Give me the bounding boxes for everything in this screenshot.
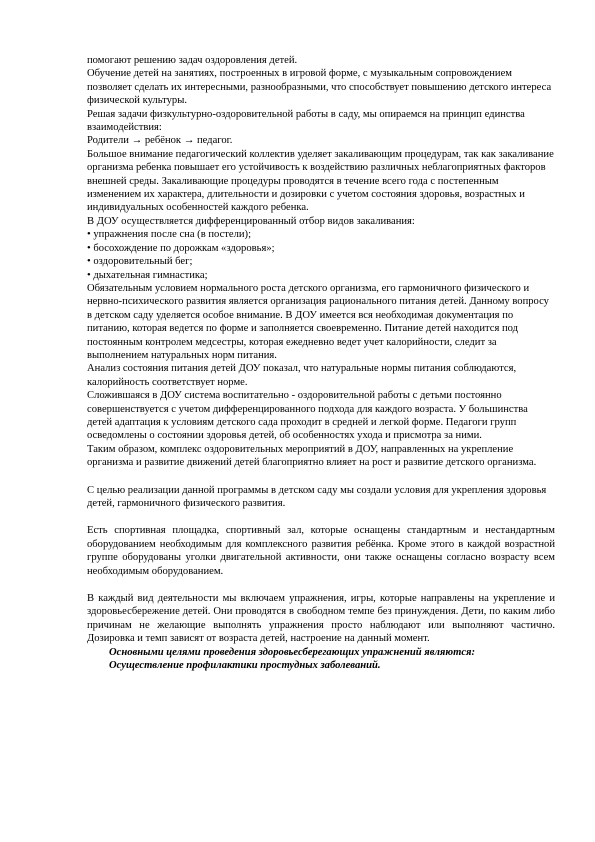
- list-item: • упражнения после сна (в постели);: [87, 229, 252, 241]
- paragraph: Обязательным условием нормального роста детского организма, его гармоничного физического и нервно-психического развития является организация рационального питания детей. Данному вопросу в детском саду уделяется особое внимание. В ДОУ имеется вся необходимая документация по питанию, которая ведется по форме и заполняется своевременно. Питание детей находится под постоянным контролем медсестры, которая ежедневно ведет учет калорийности, следит за выполнением натуральных норм питания.: [87, 282, 549, 361]
- paragraph: Есть спортивная площадка, спортивный зал, которые оснащены стандартным и нестандартным оборудованием необходимым для комплексного развития ребёнка. Кроме этого в каждой возрастной группе оборудованы уголки двигательной активности, они также оснащены согласно возрасту всем необходимым оборудованием.: [87, 525, 555, 577]
- paragraph: Решая задачи физкультурно-оздоровительной работы в саду, мы опираемся на принцип единства взаимодействия:: [87, 108, 525, 134]
- list-item: • босохождение по дорожкам «здоровья»;: [87, 242, 275, 254]
- paragraph: Сложившаяся в ДОУ система воспитательно - оздоровительной работы с детьми постоянно совершенствуется с учетом дифференцированного подхода для каждого возраста. У большинства детей адаптация к условиям детского сада проходит в средней и легкой форме. Педагоги групп осведомлены о состоянии здоровья детей, об особенностях ухода и присмотра за ними.: [87, 390, 528, 442]
- spacer: [87, 470, 555, 484]
- spacer: [87, 578, 555, 592]
- list-item: • дыхательная гимнастика;: [87, 269, 208, 281]
- text-line: помогают решению задач оздоровления детей.: [87, 55, 298, 66]
- paragraph: В каждый вид деятельности мы включаем упражнения, игры, которые направлены на укрепление и здоровьесбережение детей. Они проводятся в свободном темпе без принуждения. Дети, по каким либо причинам не желающие выполнять упражнения просто наблюдают или выполняют частично. Дозировка и темп зависят от возраста детей, настроение на данный момент.: [87, 593, 555, 645]
- paragraph: Таким образом, комплекс оздоровительных мероприятий в ДОУ, направленных на укрепление организма и развитие движений детей благоприятно влияет на рост и развитие детского организма.: [87, 443, 537, 469]
- document-page: [87, 54, 555, 672]
- paragraph: С целью реализации данной программы в детском саду мы создали условия для укрепления здоровья детей, гармоничного физического развития.: [87, 484, 547, 509]
- text-line: В ДОУ осуществляется дифференцированный отбор видов закаливания:: [87, 215, 415, 227]
- emphasis-line: Основными целями проведения здоровьесберегающих упражнений являются:: [109, 646, 476, 658]
- spacer: [87, 510, 555, 524]
- paragraph: Обучение детей на занятиях, построенных в игровой форме, с музыкальным сопровождением позволяет сделать их интересными, разнообразными, что способствует повышению детского интереса физической культуры.: [87, 68, 552, 107]
- emphasis-line: Осуществление профилактики простудных заболеваний.: [109, 660, 381, 672]
- list-item: • оздоровительный бег;: [87, 256, 193, 268]
- text-line: Родители → ребёнок → педагог.: [87, 135, 233, 147]
- paragraph: Анализ состояния питания детей ДОУ показал, что натуральные нормы питания соблюдаются, калорийность соответствует норме.: [87, 363, 517, 388]
- paragraph: Большое внимание педагогический коллектив уделяет закаливающим процедурам, так как закаливание организма ребенка повышает его устойчивость к воздействию различных неблагоприятных факторов внешней среды. Закаливающие процедуры проводятся в течение всего года с постепенным изменением их характера, длительности и дозировки с учетом состояния здоровья, возрастных и индивидуальных особенностей каждого ребенка.: [87, 148, 554, 214]
